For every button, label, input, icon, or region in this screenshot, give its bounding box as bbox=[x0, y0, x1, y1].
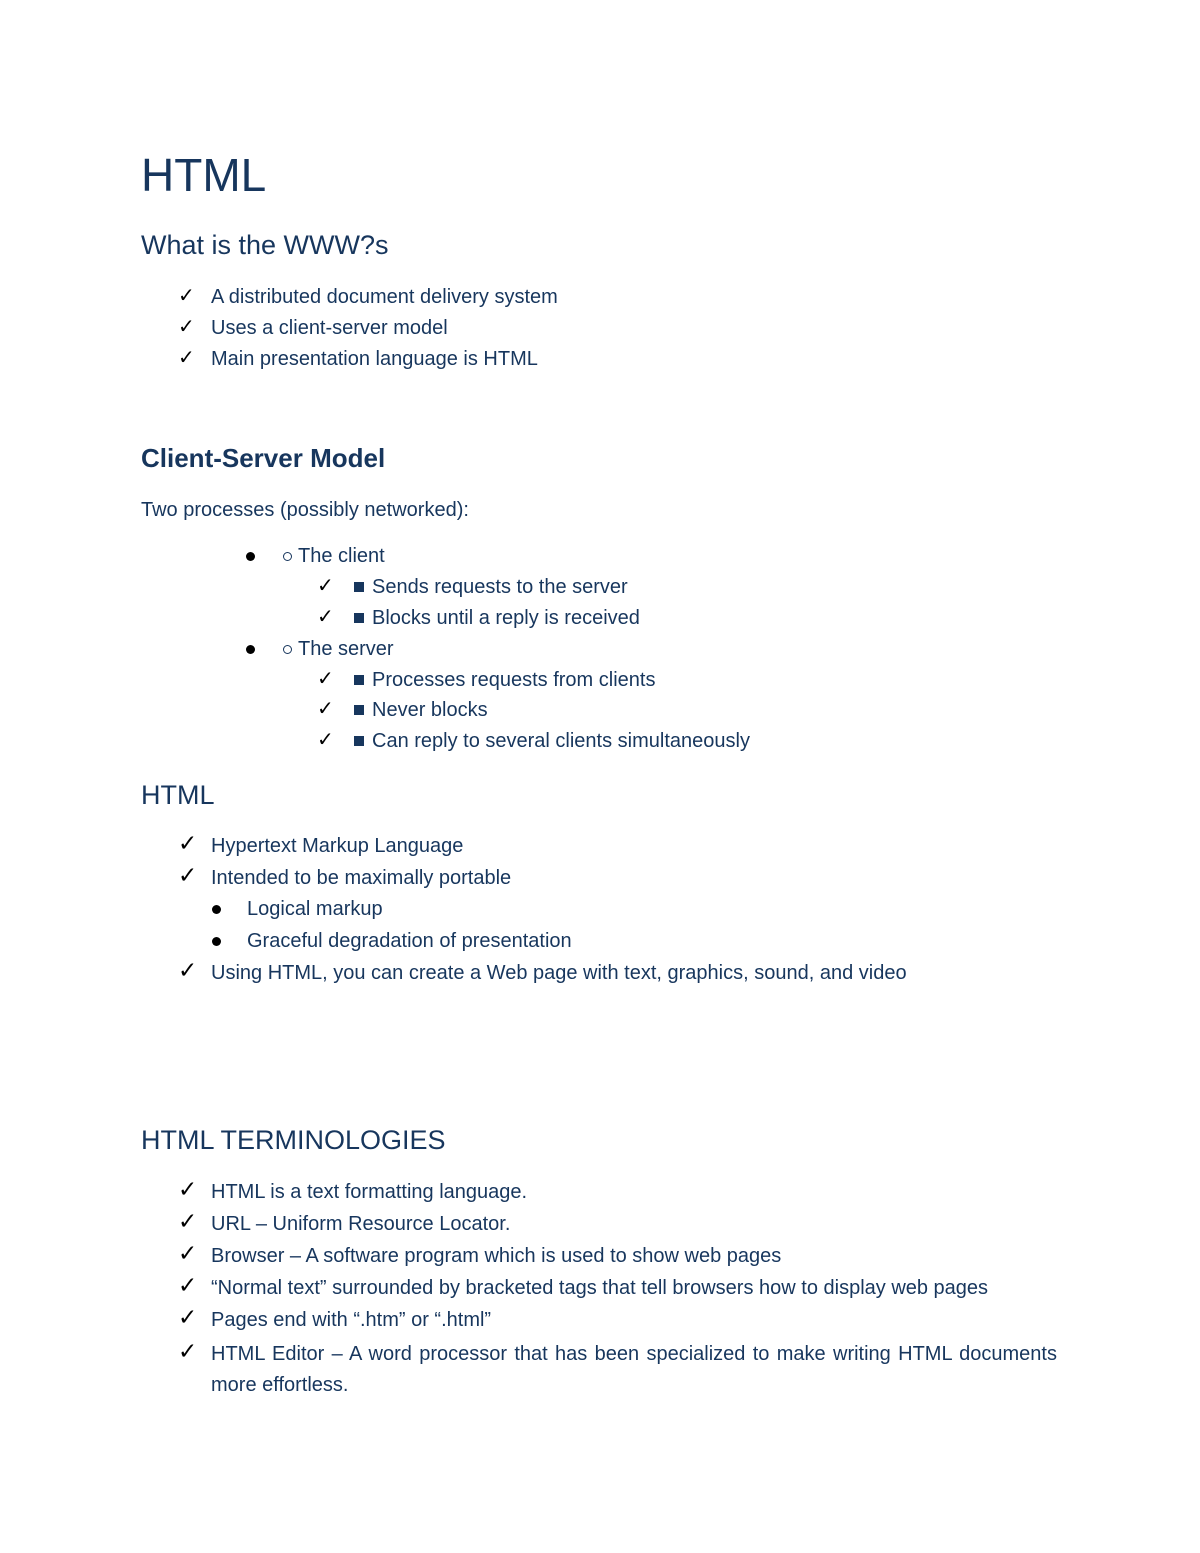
client-server-intro: Two processes (possibly networked): bbox=[141, 499, 469, 521]
list-item: ✓ Blocks until a reply is received bbox=[317, 604, 640, 629]
checkmark-icon: ✓ bbox=[178, 1305, 198, 1331]
list-item: Logical markup bbox=[247, 896, 383, 922]
list-item: ✓ Intended to be maximally portable bbox=[178, 863, 512, 889]
list-item: ✓ Processes requests from clients bbox=[317, 666, 656, 691]
circle-bullet-icon bbox=[283, 552, 292, 561]
checkmark-icon: ✓ bbox=[178, 831, 198, 857]
list-item-server: The server bbox=[283, 636, 394, 662]
list-item: ✓ URL – Uniform Resource Locator. bbox=[178, 1209, 511, 1235]
checkmark-icon: ✓ bbox=[178, 1177, 198, 1203]
bullet-icon bbox=[246, 552, 255, 561]
checkmark-icon: ✓ bbox=[178, 1209, 198, 1235]
checkmark-icon: ✓ bbox=[178, 345, 195, 369]
html-heading: HTML bbox=[141, 780, 215, 810]
list-item: ✓ HTML is a text formatting language. bbox=[178, 1177, 528, 1203]
bullet-icon bbox=[246, 645, 255, 654]
bullet-icon bbox=[212, 937, 221, 946]
www-heading: What is the WWW?s bbox=[141, 230, 389, 260]
checkmark-icon: ✓ bbox=[317, 696, 334, 720]
checkmark-icon: ✓ bbox=[178, 1339, 198, 1365]
list-item: ✓ Pages end with “.htm” or “.html” bbox=[178, 1305, 492, 1331]
square-bullet-icon bbox=[354, 736, 364, 746]
checkmark-icon: ✓ bbox=[178, 1241, 198, 1267]
bullet-icon bbox=[212, 905, 221, 914]
circle-bullet-icon bbox=[283, 645, 292, 654]
list-item-client: The client bbox=[283, 543, 385, 569]
checkmark-icon: ✓ bbox=[178, 958, 198, 984]
list-item: ✓ Browser – A software program which is used to show web pages bbox=[178, 1241, 782, 1267]
checkmark-icon: ✓ bbox=[317, 604, 334, 628]
square-bullet-icon bbox=[354, 675, 364, 685]
list-item: ✓ “Normal text” surrounded by bracketed tags that tell browsers how to display web pages bbox=[178, 1273, 989, 1299]
checkmark-icon: ✓ bbox=[178, 314, 195, 338]
list-item: ✓ Using HTML, you can create a Web page with text, graphics, sound, and video bbox=[178, 958, 907, 984]
square-bullet-icon bbox=[354, 705, 364, 715]
client-server-heading: Client-Server Model bbox=[141, 443, 386, 473]
checkmark-icon: ✓ bbox=[178, 863, 198, 889]
checkmark-icon: ✓ bbox=[178, 1273, 198, 1299]
square-bullet-icon bbox=[354, 613, 364, 623]
square-bullet-icon bbox=[354, 582, 364, 592]
list-item: ✓ Can reply to several clients simultaneously bbox=[317, 727, 750, 752]
terminologies-heading: HTML TERMINOLOGIES bbox=[141, 1125, 446, 1155]
list-item: ✓ Uses a client-server model bbox=[178, 314, 448, 339]
list-item: ✓ A distributed document delivery system bbox=[178, 283, 558, 308]
checkmark-icon: ✓ bbox=[317, 666, 334, 690]
list-item: ✓ Hypertext Markup Language bbox=[178, 831, 464, 857]
checkmark-icon: ✓ bbox=[317, 573, 334, 597]
checkmark-icon: ✓ bbox=[178, 283, 195, 307]
list-item: ✓ HTML Editor – A word processor that has been specialized to make writing HTML documents more effortless. bbox=[178, 1339, 1057, 1396]
list-item: ✓ Sends requests to the server bbox=[317, 573, 628, 598]
list-item: Graceful degradation of presentation bbox=[247, 928, 572, 954]
checkmark-icon: ✓ bbox=[317, 727, 334, 751]
page-title: HTML bbox=[141, 149, 267, 201]
list-item: ✓ Main presentation language is HTML bbox=[178, 345, 538, 370]
list-item: ✓ Never blocks bbox=[317, 696, 488, 721]
